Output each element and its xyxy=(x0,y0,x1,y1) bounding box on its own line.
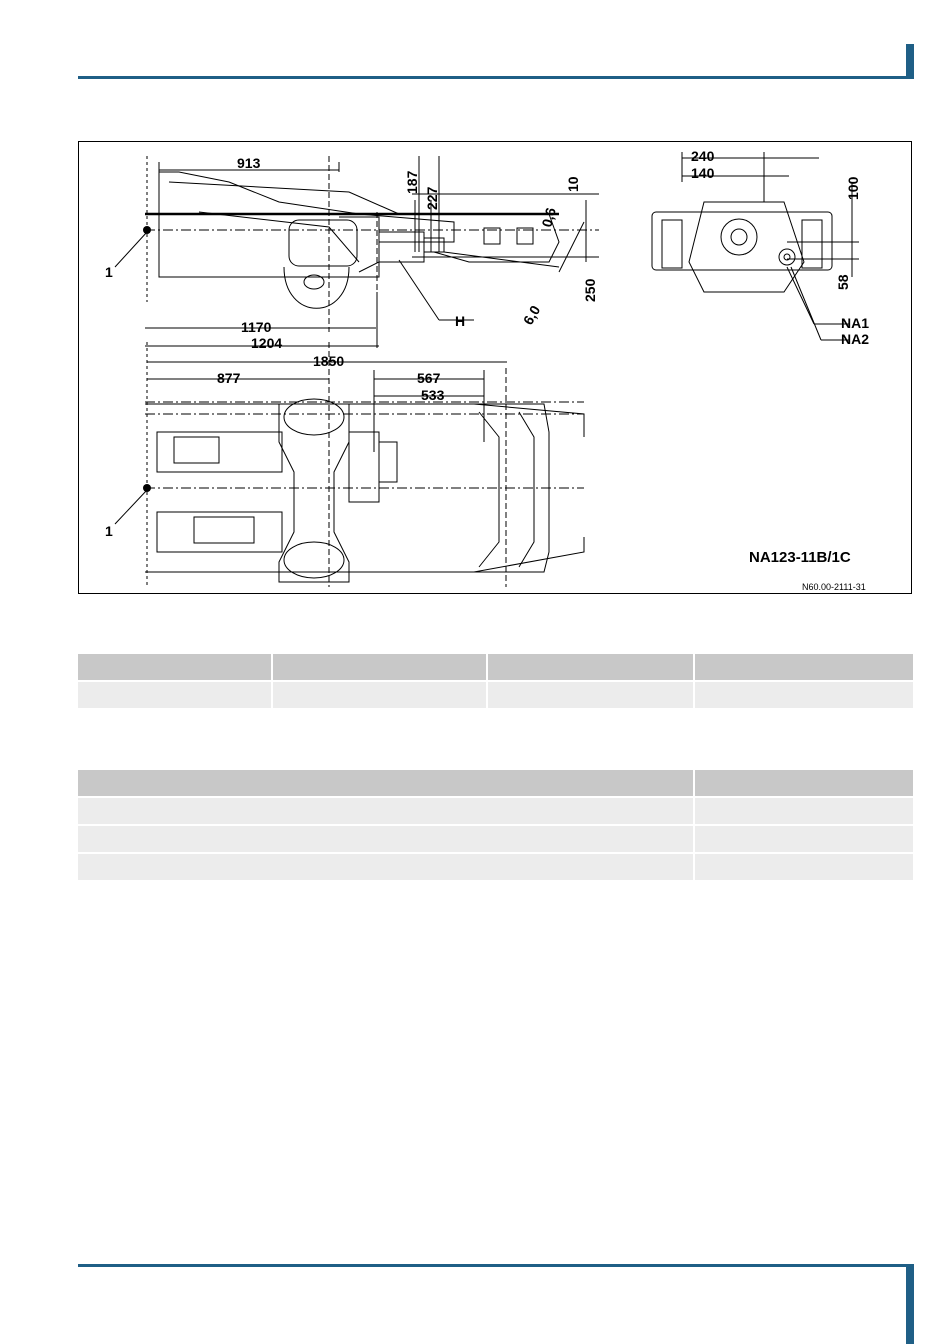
dim-label: 533 xyxy=(421,387,445,403)
table-cell xyxy=(273,682,486,708)
table-row xyxy=(78,854,913,880)
table-header-cell xyxy=(488,654,693,680)
table-row xyxy=(78,682,913,708)
table-header-row xyxy=(78,654,913,680)
spec-table-1 xyxy=(78,654,913,710)
technical-drawing xyxy=(79,142,911,593)
table-cell xyxy=(78,854,693,880)
table-header-cell xyxy=(695,654,913,680)
dim-label: 1850 xyxy=(313,353,345,369)
table-row xyxy=(78,826,913,852)
dim-label: 10 xyxy=(565,176,581,192)
table-cell xyxy=(695,682,913,708)
dim-label: 100 xyxy=(845,176,861,200)
figure-ref-label: N60.00-2111-31 xyxy=(802,582,866,592)
dim-label: 1170 xyxy=(241,319,272,335)
table-cell xyxy=(695,826,913,852)
top-rule xyxy=(78,76,912,79)
table-cell xyxy=(695,854,913,880)
table-header-cell xyxy=(273,654,486,680)
callout-label: NA1 xyxy=(841,315,870,331)
callout-label: H xyxy=(455,313,466,329)
dim-label: 240 xyxy=(691,148,715,164)
table-cell xyxy=(488,682,693,708)
dim-label: 567 xyxy=(417,370,441,386)
top-rule-tab xyxy=(906,44,914,79)
table-header-cell xyxy=(695,770,913,796)
table-cell xyxy=(78,682,271,708)
dim-label: 58 xyxy=(835,274,851,290)
dim-label: 0,6 xyxy=(538,205,559,229)
dim-label: 913 xyxy=(237,155,261,171)
table-header-row xyxy=(78,770,913,796)
dim-label: 227 xyxy=(424,186,440,210)
dim-label: 877 xyxy=(217,370,241,386)
dim-label: 187 xyxy=(404,170,420,194)
table-header-cell xyxy=(78,654,271,680)
reference-point-dot xyxy=(143,484,151,492)
table-row xyxy=(78,798,913,824)
dim-label: 6,0 xyxy=(519,302,544,328)
reference-point-dot xyxy=(143,226,151,234)
callout-label: 1 xyxy=(105,264,113,280)
callout-label: NA2 xyxy=(841,331,870,347)
figure-id-label: NA123-11B/1C xyxy=(749,549,851,566)
dim-label: 140 xyxy=(691,165,715,181)
bottom-rule xyxy=(78,1264,912,1267)
dim-label: 250 xyxy=(582,278,598,302)
table-cell xyxy=(695,798,913,824)
spec-table-2 xyxy=(78,770,913,882)
bottom-rule-tab xyxy=(906,1264,914,1344)
table-cell xyxy=(78,798,693,824)
technical-drawing-frame xyxy=(78,141,912,594)
dim-label: 1204 xyxy=(251,335,283,351)
callout-label: 1 xyxy=(105,523,113,539)
table-header-cell xyxy=(78,770,693,796)
table-cell xyxy=(78,826,693,852)
